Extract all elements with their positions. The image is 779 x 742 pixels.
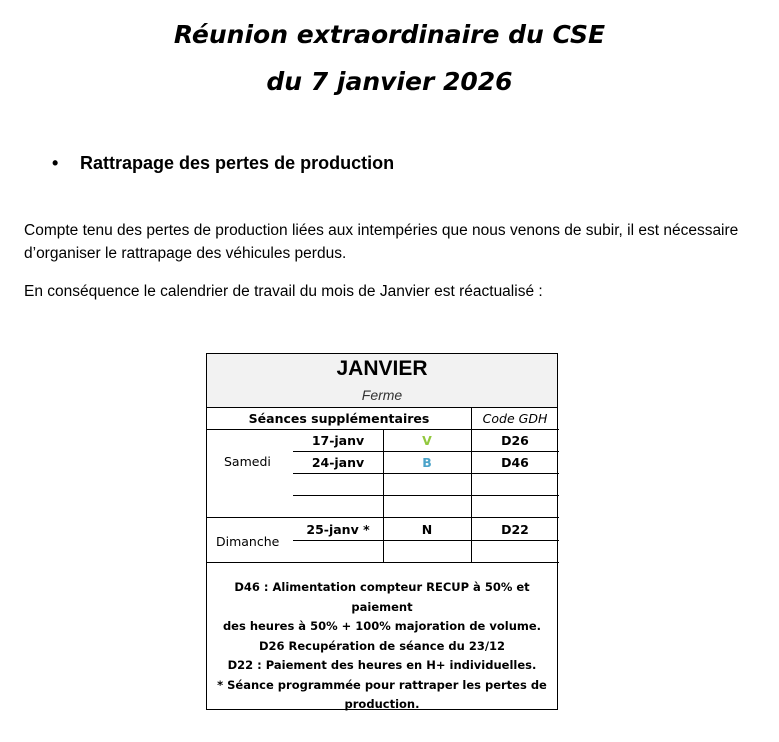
calendar-status: Ferme <box>361 387 403 403</box>
note-line: production. <box>344 697 420 711</box>
note-line: des heures à 50% + 100% majoration de volume. <box>222 619 542 633</box>
divider <box>293 451 559 452</box>
calendar-notes <box>207 578 557 715</box>
section-heading-text: Rattrapage des pertes de production <box>80 153 395 173</box>
note-line: * Séance programmée pour rattraper les pertes de <box>217 677 547 692</box>
divider <box>207 562 559 563</box>
code-cell: D22 <box>501 522 529 537</box>
day-label-sunday: Dimanche <box>216 534 280 549</box>
divider <box>471 407 472 430</box>
day-label-saturday: Samedi <box>224 454 271 469</box>
divider <box>293 473 559 474</box>
document-title-line2: du 7 janvier 2026 <box>266 67 513 96</box>
section-heading <box>52 153 394 174</box>
note-line: D26 Recupération de séance du 23/12 <box>258 638 506 653</box>
paragraph-intro: Compte tenu des pertes de production liées aux intempéries que nous venons de subir, il est nécessaire d’organiser le rattrapage des véhicules perdus. <box>24 222 739 262</box>
team-cell: V <box>422 433 432 448</box>
divider <box>293 495 559 496</box>
date-cell: 17-janv <box>311 433 365 448</box>
calendar-month: JANVIER <box>336 357 428 380</box>
bullet-icon: • <box>52 153 59 173</box>
document-title-line1: Réunion extraordinaire du CSE <box>173 20 606 49</box>
divider <box>293 540 559 541</box>
note-line: D22 : Paiement des heures en H+ individuelles. <box>227 658 537 672</box>
calendar-table <box>206 353 558 710</box>
code-cell: D26 <box>501 433 529 448</box>
note-line: D46 : Alimentation compteur RECUP à 50% et paiement <box>234 580 530 614</box>
code-cell: D46 <box>501 455 529 470</box>
col-header-sessions: Séances supplémentaires <box>248 411 430 426</box>
team-cell: N <box>421 522 433 537</box>
calendar-header <box>207 354 557 408</box>
paragraph-calendar-intro: En conséquence le calendrier de travail du mois de Janvier est réactualisé : <box>24 283 543 300</box>
team-cell: B <box>422 455 432 470</box>
date-cell: 25-janv * <box>306 522 370 537</box>
col-header-code: Code GDH <box>482 411 548 426</box>
date-cell: 24-janv <box>311 455 365 470</box>
